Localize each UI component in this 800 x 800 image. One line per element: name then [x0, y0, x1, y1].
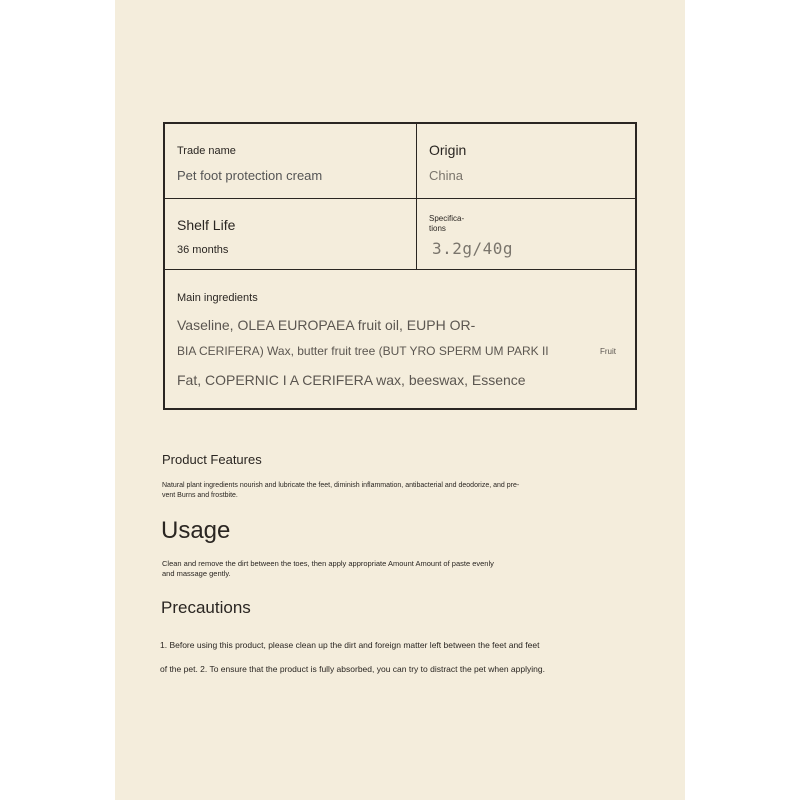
shelf-life-value: 36 months: [177, 244, 229, 256]
ingredients-line-2-suffix: Fruit: [600, 347, 616, 356]
shelf-life-label: Shelf Life: [177, 217, 236, 233]
features-title: Product Features: [162, 452, 262, 467]
specifications-label-line2: tions: [429, 224, 446, 233]
features-text-line-2: vent Burns and frostbite.: [162, 492, 238, 499]
specifications-label-line1: Specifica-: [429, 214, 465, 223]
ingredients-line-2: BIA CERIFERA) Wax, butter fruit tree (BUT YRO SPERM UM PARK II: [177, 344, 549, 358]
origin-label: Origin: [429, 142, 467, 158]
usage-text-line-2: and massage gently.: [162, 569, 231, 578]
precautions-text-line-1: 1. Before using this product, please clean up the dirt and foreign matter left between the feet and feet: [160, 640, 540, 650]
trade-name-label: Trade name: [177, 145, 236, 157]
table-row-divider: [165, 269, 635, 270]
ingredients-line-1: Vaseline, OLEA EUROPAEA fruit oil, EUPH OR-: [177, 317, 476, 333]
features-text-line-1: Natural plant ingredients nourish and lubricate the feet, diminish inflammation, antibacterial and deodorize, and pre-: [162, 482, 520, 489]
product-info-table: [163, 122, 637, 410]
trade-name-value: Pet foot protection cream: [177, 168, 323, 183]
table-row-divider: [165, 198, 635, 199]
usage-text-line-1: Clean and remove the dirt between the toes, then apply appropriate Amount Amount of paste evenly: [162, 559, 494, 568]
ingredients-label: Main ingredients: [177, 292, 258, 304]
table-column-divider: [416, 124, 417, 270]
origin-value: China: [429, 168, 463, 183]
specifications-value: 3.2g/40g: [432, 239, 514, 258]
precautions-title: Precautions: [161, 598, 251, 617]
usage-title: Usage: [161, 517, 231, 544]
precautions-text-line-2: of the pet. 2. To ensure that the product is fully absorbed, you can try to distract the pet when applying.: [160, 664, 545, 674]
ingredients-line-3: Fat, COPERNIC I A CERIFERA wax, beeswax, Essence: [177, 372, 526, 388]
